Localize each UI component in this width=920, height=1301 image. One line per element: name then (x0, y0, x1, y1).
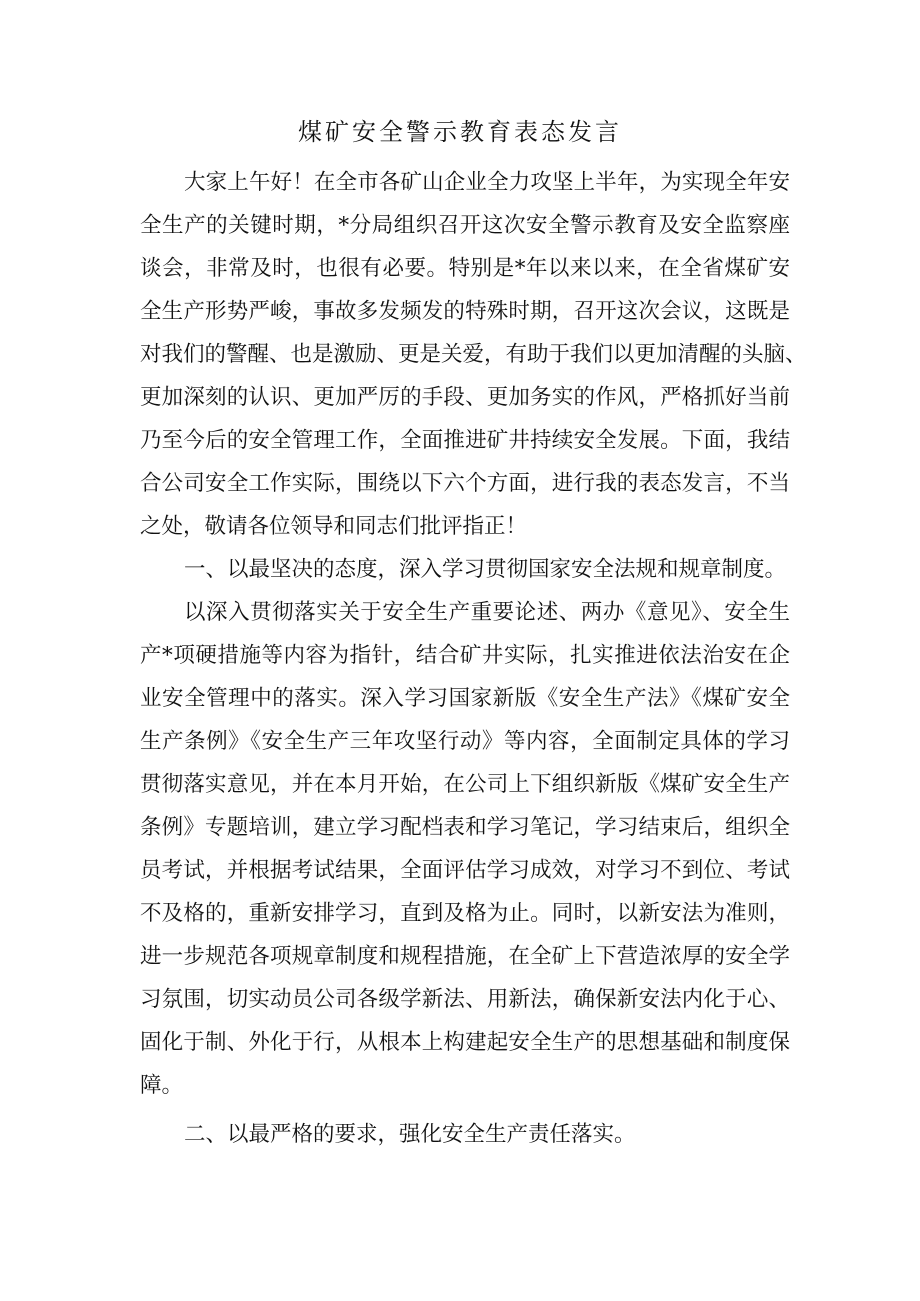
section-heading: 二、以最严格的要求，强化安全生产责任落实。 (184, 1122, 636, 1147)
document-title: 煤矿安全警示教育表态发言 (298, 118, 622, 146)
paragraph-line: 员考试，并根据考试结果，全面评估学习成效，对学习不到位、考试 (140, 858, 790, 883)
paragraph-line: 进一步规范各项规章制度和规程措施，在全矿上下营造浓厚的安全学 (140, 944, 790, 969)
paragraph-line: 固化于制、外化于行，从根本上构建起安全生产的思想基础和制度保 (140, 1030, 790, 1055)
paragraph-line: 生产条例》《安全生产三年攻坚行动》等内容，全面制定具体的学习 (140, 729, 790, 754)
paragraph-line: 全生产的关键时期，*分局组织召开这次安全警示教育及安全监察座 (140, 213, 790, 238)
paragraph-line: 产*项硬措施等内容为指针，结合矿井实际，扎实推进依法治安在企 (140, 643, 790, 668)
paragraph-line: 合公司安全工作实际，围绕以下六个方面，进行我的表态发言，不当 (140, 471, 790, 496)
paragraph-line: 谈会，非常及时，也很有必要。特别是*年以来以来，在全省煤矿安 (140, 256, 790, 281)
paragraph-line: 贯彻落实意见，并在本月开始，在公司上下组织新版《煤矿安全生产 (140, 772, 790, 797)
paragraph-line: 障。 (140, 1073, 184, 1098)
paragraph-line: 对我们的警醒、也是激励、更是关爱，有助于我们以更加清醒的头脑、 (140, 342, 807, 367)
section-heading: 一、以最坚决的态度，深入学习贯彻国家安全法规和规章制度。 (184, 557, 787, 582)
paragraph-line: 条例》专题培训，建立学习配档表和学习笔记，学习结束后，组织全 (140, 815, 790, 840)
paragraph-line: 之处，敬请各位领导和同志们批评指正！ (140, 514, 528, 539)
paragraph-line: 不及格的，重新安排学习，直到及格为止。同时，以新安法为准则， (140, 901, 790, 926)
paragraph-line: 习氛围，切实动员公司各级学新法、用新法，确保新安法内化于心、 (140, 987, 790, 1012)
paragraph-line: 更加深刻的认识、更加严厉的手段、更加务实的作风，严格抓好当前 (140, 385, 790, 410)
paragraph-line: 业安全管理中的落实。深入学习国家新版《安全生产法》《煤矿安全 (140, 686, 790, 711)
paragraph-line: 乃至今后的安全管理工作，全面推进矿井持续安全发展。下面，我结 (140, 428, 790, 453)
paragraph-line: 全生产形势严峻，事故多发频发的特殊时期，召开这次会议，这既是 (140, 299, 790, 324)
paragraph-line: 大家上午好！在全市各矿山企业全力攻坚上半年，为实现全年安 (184, 170, 790, 195)
paragraph-line: 以深入贯彻落实关于安全生产重要论述、两办《意见》、安全生 (184, 600, 790, 625)
